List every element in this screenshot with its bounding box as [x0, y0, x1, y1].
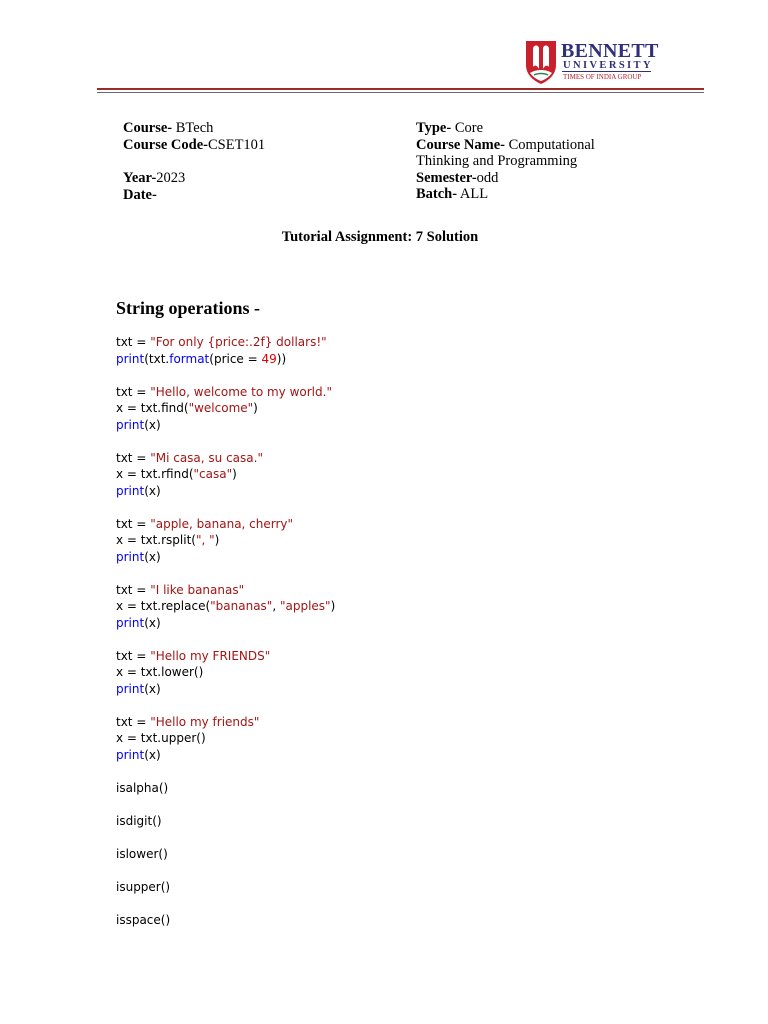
header-rule-thin	[97, 92, 704, 93]
code-line: x = txt.replace("bananas", "apples")	[116, 599, 336, 613]
logo-divider	[562, 71, 651, 72]
code-line: txt = "I like bananas"	[116, 582, 245, 597]
code-line: txt = "Mi casa, su casa."	[116, 450, 263, 465]
logo-tagline: TIMES OF INDIA GROUP	[563, 73, 642, 81]
course-code-value: CSET101	[207, 136, 266, 153]
code-line: isdigit()	[116, 813, 162, 828]
course-label: Course-	[123, 120, 173, 136]
code-line: print(x)	[116, 747, 161, 762]
batch-label: Batch-	[416, 186, 458, 202]
batch-value: ALL	[459, 186, 489, 202]
course-value: BTech	[175, 120, 214, 136]
code-listing	[116, 334, 335, 945]
batch-line	[416, 186, 646, 203]
code-block-upper	[116, 714, 335, 764]
code-line: print(x)	[116, 483, 161, 498]
semester-line	[416, 170, 646, 187]
university-logo	[524, 38, 659, 88]
code-line: x = txt.lower()	[116, 665, 204, 679]
code-line: x = txt.upper()	[116, 731, 206, 745]
code-line: print(x)	[116, 681, 161, 696]
date-label: Date-	[123, 186, 157, 203]
code-line: txt = "Hello my friends"	[116, 714, 260, 729]
course-code-line	[123, 137, 265, 154]
code-line: txt = "Hello, welcome to my world."	[116, 384, 332, 399]
code-block-rsplit	[116, 516, 335, 566]
course-name-value: Computational Thinking and Programming	[416, 136, 595, 169]
year-label: Year-	[123, 170, 157, 186]
code-line: txt = "For only {price:.2f} dollars!"	[116, 335, 327, 349]
date-line	[123, 187, 265, 204]
code-line: isalpha()	[116, 780, 169, 795]
page-title-text: Tutorial Assignment: 7 Solution	[281, 229, 479, 245]
code-line: print(x)	[116, 549, 161, 564]
code-line: print(txt.format(price = 49))	[116, 351, 287, 366]
code-line: print(x)	[116, 417, 161, 432]
type-line	[416, 120, 646, 137]
shield-icon	[524, 39, 558, 85]
course-info-left	[123, 120, 265, 203]
code-line: print(x)	[116, 615, 161, 630]
code-block-rfind	[116, 450, 335, 500]
code-block-format	[116, 334, 335, 367]
code-line: islower()	[116, 846, 168, 861]
code-line: x = txt.rsplit(", ")	[116, 533, 220, 547]
method-isupper	[116, 879, 335, 896]
code-line: x = txt.rfind("casa")	[116, 467, 237, 481]
course-line	[123, 120, 265, 137]
type-value: Core	[454, 120, 483, 136]
code-block-replace	[116, 582, 335, 632]
code-line: isupper()	[116, 879, 171, 894]
logo-subtitle: UNIVERSITY	[563, 60, 653, 71]
course-name-label: Course Name-	[416, 136, 505, 153]
header-rule	[97, 88, 704, 90]
semester-label: Semester-	[416, 169, 477, 186]
course-code-label: Course Code-	[123, 136, 208, 153]
method-isalpha	[116, 780, 335, 797]
year-line	[123, 170, 265, 187]
logo-name: BENNETT	[561, 40, 659, 62]
code-block-lower	[116, 648, 335, 698]
page-title	[0, 229, 768, 246]
type-label: Type-	[416, 120, 452, 136]
code-line: x = txt.find("welcome")	[116, 401, 258, 415]
year-value: 2023	[156, 170, 186, 186]
semester-value: odd	[476, 169, 499, 186]
method-isspace	[116, 912, 335, 929]
code-block-find	[116, 384, 335, 434]
course-name-line	[416, 137, 636, 170]
method-isdigit	[116, 813, 335, 830]
code-line: txt = "apple, banana, cherry"	[116, 516, 294, 531]
section-heading: String operations -	[116, 298, 260, 318]
course-info-right	[416, 120, 646, 203]
method-islower	[116, 846, 335, 863]
code-line: isspace()	[116, 912, 171, 927]
code-line: txt = "Hello my FRIENDS"	[116, 648, 271, 663]
